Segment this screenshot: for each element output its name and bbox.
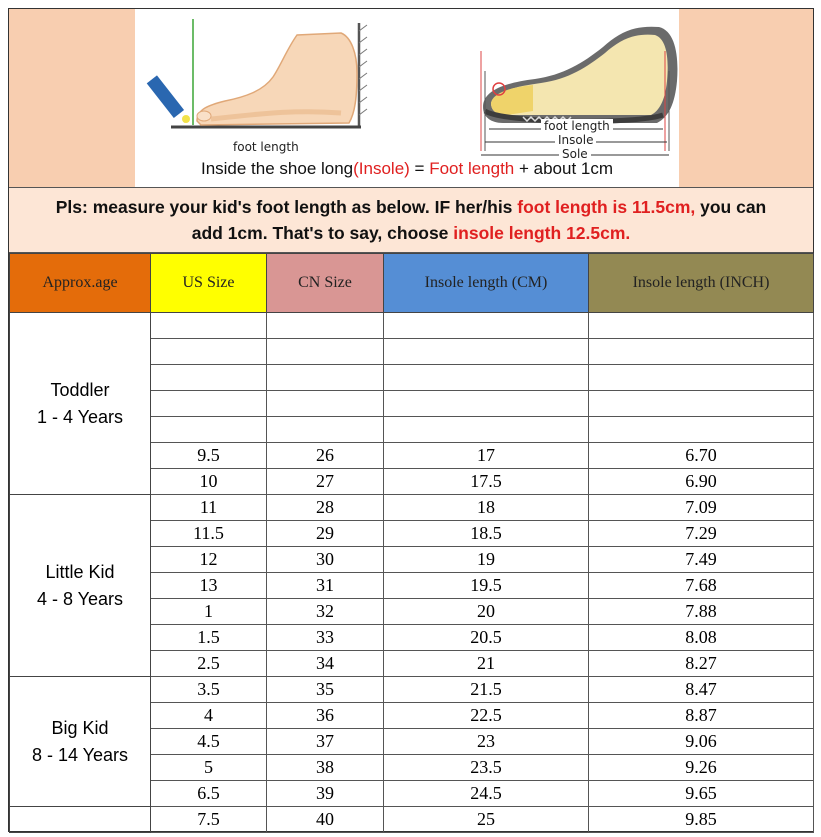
insole-inch-cell: 6.90 xyxy=(589,469,814,495)
us-size-cell: 3.5 xyxy=(151,677,267,703)
insole-inch-cell: 8.27 xyxy=(589,651,814,677)
notice-foot-length: foot length is 11.5cm, xyxy=(517,197,696,217)
insole-cm-cell xyxy=(384,417,589,443)
age-group-range: 4 - 8 Years xyxy=(36,588,124,609)
us-size-cell: 5 xyxy=(151,755,267,781)
insole-inch-cell: 8.87 xyxy=(589,703,814,729)
cn-size-cell xyxy=(267,391,384,417)
insole-cm-cell: 21.5 xyxy=(384,677,589,703)
insole-cm-cell: 23.5 xyxy=(384,755,589,781)
shoe-insole-label: Insole xyxy=(555,133,596,147)
insole-cm-cell xyxy=(384,365,589,391)
age-group-name: Little Kid xyxy=(45,561,115,582)
age-group-range: 8 - 14 Years xyxy=(31,744,129,765)
table-body xyxy=(10,313,814,833)
insole-cm-cell xyxy=(384,313,589,339)
insole-cm-cell: 22.5 xyxy=(384,703,589,729)
us-size-cell xyxy=(151,391,267,417)
table-row xyxy=(10,313,814,339)
us-size-cell xyxy=(151,365,267,391)
age-group-cell xyxy=(10,313,151,495)
shoe-sole-label: Sole xyxy=(559,147,591,161)
insole-cm-cell xyxy=(384,339,589,365)
insole-inch-cell: 7.88 xyxy=(589,599,814,625)
cn-size-cell: 30 xyxy=(267,547,384,573)
insole-cm-cell: 23 xyxy=(384,729,589,755)
cn-size-cell: 40 xyxy=(267,807,384,833)
table-row xyxy=(10,807,814,833)
insole-inch-cell xyxy=(589,417,814,443)
insole-cm-cell: 19 xyxy=(384,547,589,573)
insole-inch-cell xyxy=(589,391,814,417)
insole-inch-cell: 8.47 xyxy=(589,677,814,703)
caption-equals: = xyxy=(409,159,430,178)
banner-illustration-panel xyxy=(135,9,679,187)
us-size-cell xyxy=(151,417,267,443)
header-insole-inch: Insole length (INCH) xyxy=(589,254,814,313)
measurement-notice xyxy=(9,187,813,253)
insole-inch-cell: 9.26 xyxy=(589,755,814,781)
cn-size-cell: 31 xyxy=(267,573,384,599)
us-size-cell: 12 xyxy=(151,547,267,573)
shoe-foot-length-label: foot length xyxy=(541,119,613,133)
insole-cm-cell: 25 xyxy=(384,807,589,833)
us-size-cell xyxy=(151,313,267,339)
table-header-row xyxy=(10,254,814,313)
us-size-cell: 2.5 xyxy=(151,651,267,677)
insole-cm-cell: 20 xyxy=(384,599,589,625)
age-group-cell xyxy=(10,807,151,833)
notice-text: Pls: measure your kid's foot length as below. IF her/his xyxy=(55,197,518,217)
us-size-cell: 9.5 xyxy=(151,443,267,469)
us-size-cell: 13 xyxy=(151,573,267,599)
insole-inch-cell: 6.70 xyxy=(589,443,814,469)
cn-size-cell: 39 xyxy=(267,781,384,807)
notice-line-1 xyxy=(9,194,813,220)
notice-insole-length: insole length 12.5cm. xyxy=(453,223,631,243)
caption-insole: (Insole) xyxy=(353,159,410,178)
insole-cm-cell: 18.5 xyxy=(384,521,589,547)
cn-size-cell: 38 xyxy=(267,755,384,781)
insole-cm-cell: 17.5 xyxy=(384,469,589,495)
age-group-name: Toddler xyxy=(50,379,110,400)
insole-inch-cell: 7.29 xyxy=(589,521,814,547)
us-size-cell: 11 xyxy=(151,495,267,521)
insole-inch-cell: 7.68 xyxy=(589,573,814,599)
us-size-cell xyxy=(151,339,267,365)
insole-cm-cell: 20.5 xyxy=(384,625,589,651)
cn-size-cell: 37 xyxy=(267,729,384,755)
foot-length-label: foot length xyxy=(233,140,299,154)
caption-extra: + about 1cm xyxy=(514,159,614,178)
us-size-cell: 11.5 xyxy=(151,521,267,547)
cn-size-cell: 27 xyxy=(267,469,384,495)
insole-inch-cell: 9.06 xyxy=(589,729,814,755)
header-insole-cm: Insole length (CM) xyxy=(384,254,589,313)
insole-inch-cell xyxy=(589,339,814,365)
notice-line-2 xyxy=(9,220,813,246)
notice-text: you can xyxy=(695,197,767,217)
insole-inch-cell xyxy=(589,365,814,391)
table-row xyxy=(10,495,814,521)
foot-measure-illustration xyxy=(141,13,371,153)
us-size-cell: 6.5 xyxy=(151,781,267,807)
us-size-cell: 7.5 xyxy=(151,807,267,833)
header-cn-size: CN Size xyxy=(267,254,384,313)
cn-size-cell xyxy=(267,365,384,391)
us-size-cell: 1.5 xyxy=(151,625,267,651)
insole-inch-cell: 8.08 xyxy=(589,625,814,651)
cn-size-cell: 28 xyxy=(267,495,384,521)
cn-size-cell xyxy=(267,313,384,339)
age-group-name: Big Kid xyxy=(51,717,109,738)
age-group-range: 1 - 4 Years xyxy=(36,406,124,427)
us-size-cell: 4 xyxy=(151,703,267,729)
insole-cm-cell: 24.5 xyxy=(384,781,589,807)
insole-inch-cell: 9.65 xyxy=(589,781,814,807)
insole-inch-cell: 7.09 xyxy=(589,495,814,521)
age-group-cell xyxy=(10,677,151,807)
header-us-size: US Size xyxy=(151,254,267,313)
insole-cm-cell: 17 xyxy=(384,443,589,469)
measurement-banner xyxy=(9,9,813,187)
us-size-cell: 1 xyxy=(151,599,267,625)
cn-size-cell: 34 xyxy=(267,651,384,677)
notice-text: add 1cm. That's to say, choose xyxy=(191,223,454,243)
insole-inch-cell: 9.85 xyxy=(589,807,814,833)
size-chart-sheet xyxy=(8,8,814,832)
size-table xyxy=(9,253,814,833)
insole-inch-cell xyxy=(589,313,814,339)
us-size-cell: 10 xyxy=(151,469,267,495)
insole-inch-cell: 7.49 xyxy=(589,547,814,573)
cn-size-cell: 35 xyxy=(267,677,384,703)
insole-cm-cell: 18 xyxy=(384,495,589,521)
cn-size-cell: 29 xyxy=(267,521,384,547)
header-approx-age: Approx.age xyxy=(10,254,151,313)
caption-foot-length: Foot length xyxy=(429,159,515,178)
cn-size-cell: 33 xyxy=(267,625,384,651)
caption-text: Inside the shoe long xyxy=(200,159,354,178)
insole-cm-cell: 21 xyxy=(384,651,589,677)
cn-size-cell xyxy=(267,339,384,365)
table-row xyxy=(10,677,814,703)
insole-cm-cell: 19.5 xyxy=(384,573,589,599)
cn-size-cell xyxy=(267,417,384,443)
cn-size-cell: 36 xyxy=(267,703,384,729)
insole-cm-cell xyxy=(384,391,589,417)
us-size-cell: 4.5 xyxy=(151,729,267,755)
age-group-cell xyxy=(10,495,151,677)
cn-size-cell: 26 xyxy=(267,443,384,469)
cn-size-cell: 32 xyxy=(267,599,384,625)
insole-formula-caption xyxy=(135,159,679,179)
